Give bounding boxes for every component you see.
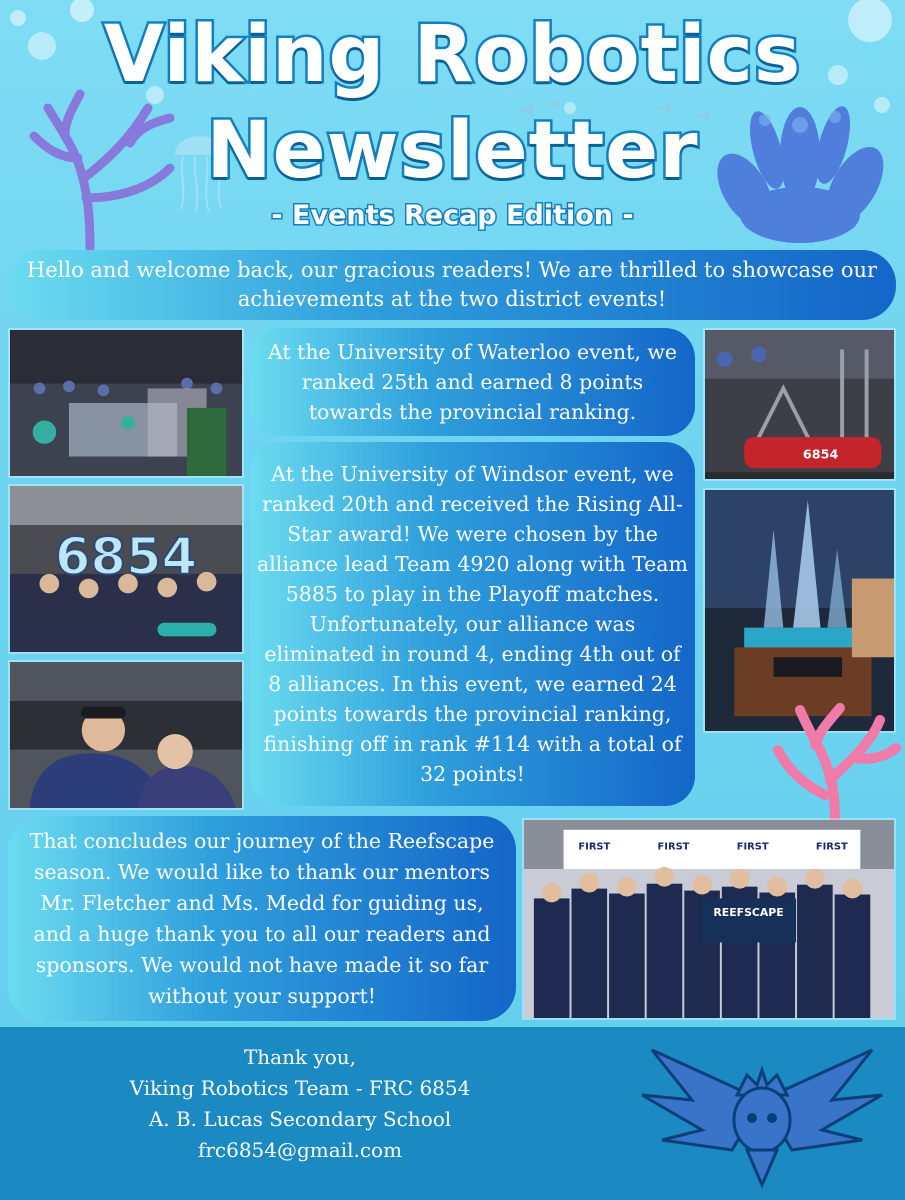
windsor-bubble (250, 442, 695, 806)
intro-bubble (8, 250, 896, 320)
closing-bubble (8, 816, 516, 1021)
first-logo-2: FIRST (657, 841, 690, 853)
photo-team-sign (8, 484, 244, 654)
newsletter-title-line2: Newsletter (206, 106, 699, 196)
viking-logo (632, 1040, 892, 1190)
intro-text: Hello and welcome back, our gracious readers! We are thrilled to showcase our achievements at the two district events! (26, 258, 878, 311)
reefscape-banner: REEFSCAPE (713, 906, 784, 920)
waterloo-text: At the University of Waterloo event, we ranked 25th and earned 8 points towards the provincial ranking. (267, 340, 678, 424)
photo-team-group (522, 818, 896, 1020)
edition-subtitle: - Events Recap Edition - (271, 200, 634, 231)
photo-robot (703, 328, 896, 481)
photo-arena-field (8, 328, 244, 478)
photo-award-trophy (703, 488, 896, 733)
pink-coral-decoration (760, 700, 905, 820)
sign-digits: 6854 (54, 528, 198, 587)
waterloo-bubble (250, 328, 695, 436)
photo-mentors (8, 660, 244, 810)
footer-school: A. B. Lucas Secondary School (148, 1107, 452, 1131)
footer-thanks: Thank you, (243, 1045, 357, 1069)
first-logo-4: FIRST (815, 841, 848, 853)
footer-team: Viking Robotics Team - FRC 6854 (129, 1076, 471, 1100)
newsletter-title-line1: Viking Robotics (103, 10, 802, 100)
closing-text: That concludes our journey of the Reefscape season. We would like to thank our mentors Mr. Fletcher and Ms. Medd for guiding us, and a huge thank you to all our readers and sponsors. We would not have made it so far without your support! (29, 828, 495, 1008)
windsor-text: At the University of Windsor event, we ranked 20th and received the Rising All-Star award! We were chosen by the alliance lead Team 4920 along with Team 5885 to play in the Playoff matches. Unfortunately, our alliance was eliminated in round 4, ending 4th out of 8 alliances. In this event, we earned 24 points towards the provincial ranking, finishing off in rank #114 with a total of 32 points! (257, 462, 688, 786)
first-logo-3: FIRST (736, 841, 769, 853)
first-logo-1: FIRST (578, 841, 611, 853)
robot-number: 6854 (802, 446, 839, 462)
footer-email: frc6854@gmail.com (197, 1138, 403, 1162)
footer-signature (80, 1042, 520, 1166)
